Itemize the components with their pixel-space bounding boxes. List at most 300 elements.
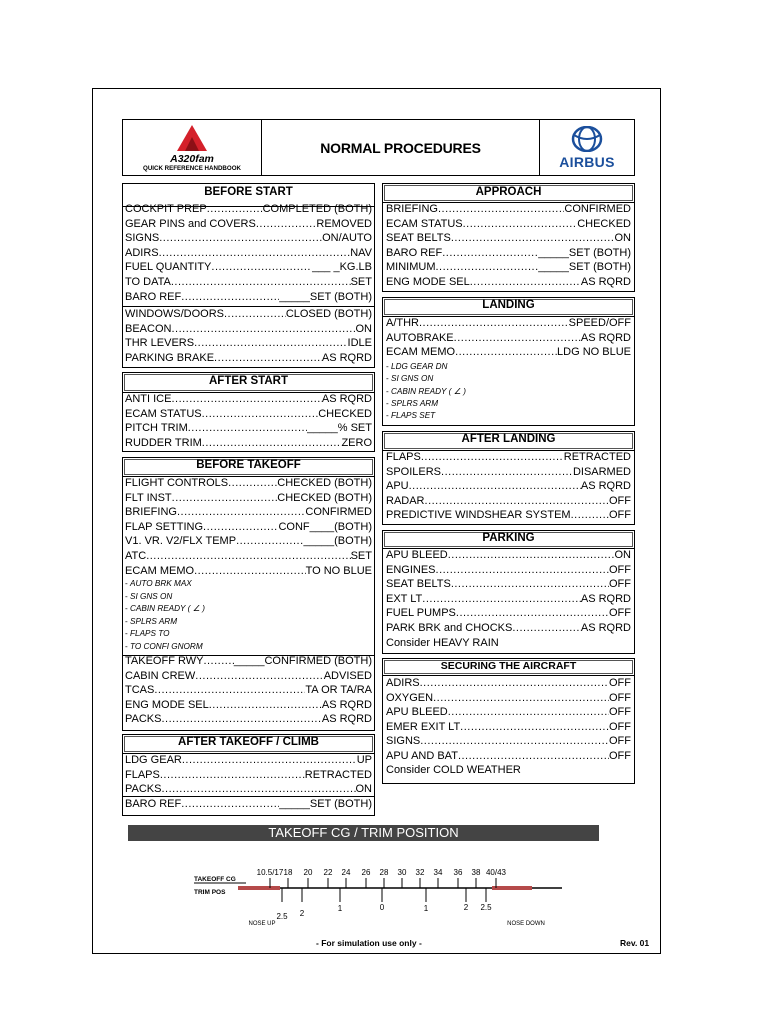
item-label: FLIGHT CONTROLS — [125, 477, 229, 489]
memo-item — [125, 641, 203, 652]
item-label: AUTOBRAKE — [386, 331, 454, 344]
leader-dots — [571, 509, 609, 522]
item-value: _____SET (BOTH) — [538, 246, 631, 259]
item-label: THR LEVERS — [125, 337, 195, 350]
trim-scale — [190, 862, 580, 934]
leader-dots — [512, 622, 581, 635]
item-label: V1. VR. V2/FLX TEMP — [125, 535, 237, 548]
item-value: UP — [356, 754, 372, 766]
memo-item — [125, 628, 169, 639]
item-label: BRIEFING — [125, 506, 177, 519]
memo-bullet: - — [125, 616, 131, 626]
checklist-item — [386, 466, 631, 479]
leader-dots — [203, 521, 278, 534]
checklist-item — [125, 203, 372, 216]
checklist-item — [386, 232, 631, 245]
trim-tick-label: 0 — [379, 903, 385, 912]
before-takeoff-title: BEFORE TAKEOFF — [196, 459, 301, 471]
leader-dots — [177, 506, 305, 519]
approach-title: APPROACH — [475, 186, 542, 198]
item-value: OFF — [609, 750, 631, 762]
leader-dots — [188, 422, 307, 435]
brand-subtitle: QUICK REFERENCE HANDBOOK — [143, 165, 241, 172]
item-label: PACKS — [125, 713, 162, 726]
item-label: TCAS — [125, 684, 155, 697]
item-label: SIGNS — [125, 232, 160, 245]
leader-dots — [455, 346, 557, 359]
item-label: TO DATA — [125, 276, 171, 288]
item-label: EXT LT — [386, 592, 423, 605]
leader-dots — [194, 565, 306, 578]
landing-title: LANDING — [482, 299, 535, 311]
item-value: SPEED/OFF — [568, 317, 631, 329]
airbus-globe-icon — [570, 126, 604, 152]
checklist-item — [386, 451, 631, 464]
item-label: BEACON — [125, 322, 172, 335]
leader-dots — [211, 261, 312, 274]
item-value: ON — [614, 232, 631, 245]
item-label: ENG MODE SEL — [386, 276, 470, 288]
item-label: FLAPS — [125, 768, 160, 781]
item-value: CHECKED (BOTH) — [277, 491, 372, 504]
leader-dots — [409, 480, 581, 493]
checklist-item — [125, 754, 372, 767]
item-label: ATC — [125, 550, 147, 562]
checklist-item — [125, 783, 372, 796]
leader-dots — [171, 393, 321, 406]
item-label: RADAR — [386, 494, 425, 507]
leader-dots — [460, 721, 609, 734]
item-label: ADIRS — [125, 246, 159, 259]
item-value: OFF — [609, 494, 631, 507]
parking-title: PARKING — [482, 532, 535, 544]
item-label: COCKPIT PREP — [125, 203, 207, 215]
leader-dots — [171, 276, 351, 289]
item-label: PARK BRK and CHOCKS — [386, 622, 513, 634]
checklist-item — [386, 706, 631, 719]
leader-dots — [451, 232, 615, 245]
cg-tick-label: 22 — [323, 868, 333, 877]
checklist-item — [125, 291, 372, 304]
memo-text: CABIN READY ( ∠ ) — [391, 386, 466, 396]
item-label: BARO REF — [386, 246, 443, 259]
checklist-item — [386, 692, 631, 705]
memo-bullet: - — [125, 591, 131, 601]
item-label: FLAP SETTING — [125, 520, 204, 533]
item-label: ENGINES — [386, 563, 436, 576]
takeoff-cg-label: TAKEOFF CG — [194, 876, 236, 883]
checklist-item — [125, 655, 372, 668]
checklist-item — [386, 261, 631, 274]
item-value: OFF — [609, 735, 631, 748]
leader-dots — [203, 655, 233, 668]
checklist-item — [386, 276, 631, 289]
memo-bullet: - — [125, 629, 131, 638]
checklist-item — [386, 564, 631, 577]
leader-dots — [454, 332, 581, 345]
leader-dots — [214, 352, 322, 365]
leader-dots — [159, 232, 322, 245]
item-value: CHECKED — [577, 217, 631, 230]
item-value: ON/AUTO — [322, 232, 372, 245]
after-start-title: AFTER START — [208, 375, 288, 387]
leader-dots — [209, 699, 322, 712]
item-label: ENG MODE SEL — [125, 698, 209, 711]
item-label: APU BLEED — [386, 706, 448, 719]
trim-section-title: TAKEOFF CG / TRIM POSITION — [128, 825, 599, 841]
trim-tick-label: 2 — [463, 903, 469, 912]
leader-dots — [181, 798, 279, 811]
leader-dots — [181, 291, 279, 304]
memo-bullet: - — [125, 641, 131, 651]
item-value: LDG NO BLUE — [557, 346, 631, 359]
leader-dots — [182, 754, 357, 767]
checklist-item — [386, 549, 631, 562]
checklist-item — [386, 607, 631, 620]
item-label: APU AND BAT — [386, 750, 458, 762]
leader-dots — [160, 769, 305, 782]
checklist-item — [125, 684, 372, 697]
item-value: SET — [350, 276, 372, 288]
page-title: NORMAL PROCEDURES — [320, 139, 481, 156]
item-value: ON — [355, 783, 372, 796]
item-label: WINDOWS/DOORS — [125, 308, 224, 320]
leader-dots — [438, 203, 564, 216]
item-label: LDG GEAR — [125, 754, 182, 766]
checklist-item — [386, 622, 631, 635]
item-label: GEAR PINS and COVERS — [125, 217, 256, 230]
item-value: AS RQRD — [580, 592, 631, 605]
leader-dots — [425, 495, 609, 508]
memo-item — [125, 578, 192, 589]
item-label: BARO REF — [125, 290, 182, 303]
item-value: OFF — [609, 509, 631, 522]
item-value: AS RQRD — [321, 698, 372, 711]
leader-dots — [172, 492, 278, 505]
leader-dots — [441, 466, 573, 479]
cg-tick-label: 24 — [341, 868, 351, 877]
checklist-item — [125, 261, 372, 274]
checklist-item — [386, 317, 631, 330]
memo-item — [386, 373, 433, 384]
item-value: AS RQRD — [580, 331, 631, 344]
leader-dots — [194, 337, 347, 350]
item-value: AS RQRD — [580, 622, 631, 634]
memo-text: SI GNS ON — [130, 591, 173, 601]
item-label: ECAM STATUS — [386, 217, 463, 230]
cg-tick-label: 20 — [303, 868, 313, 877]
leader-dots — [421, 451, 564, 464]
cg-tick-label: 18 — [283, 868, 293, 877]
item-value: SET — [350, 550, 372, 562]
checklist-item — [125, 521, 372, 534]
leader-dots — [146, 550, 350, 563]
item-label: PACKS — [125, 783, 162, 796]
checklist-item — [125, 408, 372, 421]
nose-down-label: NOSE DOWN — [507, 921, 545, 927]
checklist-item — [386, 735, 631, 748]
leader-dots — [228, 477, 277, 490]
leader-dots — [154, 684, 305, 697]
item-value: OFF — [609, 607, 631, 620]
leader-dots — [161, 783, 355, 796]
checklist-item — [125, 769, 372, 782]
leader-dots — [451, 578, 609, 591]
cg-tick-label: 36 — [453, 868, 463, 877]
page-header — [122, 119, 635, 176]
item-value: CHECKED — [318, 407, 372, 420]
footer-note: - For simulation use only - — [316, 938, 422, 948]
item-value: NAV — [350, 246, 372, 259]
item-value: _____SET (BOTH) — [538, 261, 631, 274]
item-value: ZERO — [341, 436, 372, 449]
checklist-item — [125, 477, 372, 490]
item-value: ADVISED — [323, 669, 372, 682]
after-landing-title: AFTER LANDING — [461, 433, 556, 445]
leader-dots — [448, 706, 609, 719]
trim-tick-label: 2.5 — [276, 912, 288, 921]
item-value: OFF — [609, 691, 631, 704]
cg-tick-label: 26 — [361, 868, 371, 877]
item-label: BRIEFING — [386, 203, 438, 215]
leader-dots — [422, 593, 581, 606]
leader-dots — [458, 750, 609, 763]
item-label: SEAT BELTS — [386, 578, 451, 591]
checklist-item — [386, 247, 631, 260]
item-value: AS RQRD — [321, 351, 372, 364]
cg-tick-label: 40/43 — [485, 868, 507, 877]
checklist-item — [125, 323, 372, 336]
item-label: MINIMUM — [386, 261, 436, 274]
memo-item — [386, 386, 466, 397]
item-label: BARO REF — [125, 798, 182, 810]
memo-text: SPLRS ARM — [130, 616, 178, 626]
leader-dots — [171, 323, 355, 336]
item-label: CABIN CREW — [125, 669, 196, 682]
leader-dots — [436, 564, 609, 577]
item-value: CONFIRMED — [564, 203, 631, 215]
checklist-item — [125, 232, 372, 245]
trim-tick-label: 1 — [423, 904, 429, 913]
checklist-item — [125, 713, 372, 726]
item-value: _____% SET — [307, 422, 372, 435]
trim-pos-label: TRIM POS — [194, 889, 226, 896]
item-value: OFF — [609, 563, 631, 576]
checklist-item — [386, 480, 631, 493]
cg-tick-label: 34 — [433, 868, 443, 877]
checklist-item — [125, 393, 372, 406]
memo-item — [386, 398, 438, 409]
brand-name: A320fam — [170, 153, 214, 165]
item-value: _____SET (BOTH) — [279, 290, 372, 303]
item-value: RETRACTED — [304, 768, 372, 781]
brand-block — [123, 120, 262, 175]
item-value: AS RQRD — [321, 393, 372, 405]
leader-dots — [202, 408, 319, 421]
cg-tick-label: 28 — [379, 868, 389, 877]
checklist-item — [386, 677, 631, 690]
memo-item — [386, 410, 435, 421]
airbus-wordmark: AIRBUS — [559, 153, 615, 170]
leader-dots — [463, 218, 578, 231]
item-value: ___ _KG.LB — [312, 261, 372, 274]
checklist-item — [125, 247, 372, 260]
checklist-item — [386, 218, 631, 231]
item-value: _____SET (BOTH) — [279, 798, 372, 810]
leader-dots — [448, 549, 615, 562]
item-label: OXYGEN — [386, 691, 434, 704]
checklist-item — [125, 492, 372, 505]
item-label: PITCH TRIM — [125, 422, 188, 435]
checklist-item — [125, 218, 372, 231]
checklist-item — [125, 506, 372, 519]
item-value: CLOSED (BOTH) — [285, 308, 372, 320]
leader-dots — [456, 607, 609, 620]
memo-text: FLAPS TO — [130, 629, 170, 638]
checklist-item — [125, 670, 372, 683]
trim-tick-label: 2 — [299, 909, 305, 918]
memo-text: SPLRS ARM — [391, 398, 439, 408]
memo-text: CABIN READY ( ∠ ) — [130, 604, 205, 613]
memo-bullet: - — [386, 374, 392, 384]
nose-up-band — [238, 886, 280, 890]
checklist-item — [125, 550, 372, 563]
revision-label: Rev. 01 — [620, 938, 650, 948]
item-label: PARKING BRAKE — [125, 351, 215, 364]
checklist-item — [125, 422, 372, 435]
item-value: TA OR TA/RA — [305, 684, 372, 697]
checklist-item — [386, 332, 631, 345]
item-label: RUDDER TRIM — [125, 436, 202, 449]
leader-dots — [159, 247, 351, 260]
checklist-item — [125, 337, 372, 350]
memo-item — [125, 591, 172, 602]
item-value: OFF — [609, 677, 631, 689]
checklist-item — [386, 750, 631, 763]
memo-item — [125, 603, 205, 614]
item-value: AS RQRD — [321, 713, 372, 726]
leader-dots — [470, 276, 581, 289]
item-value: CONF____(BOTH) — [278, 520, 372, 533]
leader-dots — [161, 713, 321, 726]
after-takeoff-title: AFTER TAKEOFF / CLIMB — [178, 736, 319, 748]
item-value: COMPLETED (BOTH) — [262, 203, 372, 215]
memo-item — [125, 616, 177, 627]
item-label: SPOILERS — [386, 465, 442, 478]
item-label: ANTI ICE — [125, 393, 172, 405]
item-label: ECAM MEMO — [386, 346, 456, 359]
checklist-item — [125, 535, 372, 548]
cg-tick-label: 32 — [415, 868, 425, 877]
checklist-item — [125, 699, 372, 712]
checklist-item — [386, 203, 631, 216]
item-label: FUEL QUANTITY — [125, 261, 212, 274]
item-value: AS RQRD — [580, 276, 631, 288]
leader-dots — [420, 677, 609, 690]
item-label: A/THR — [386, 317, 419, 329]
item-label: APU — [386, 480, 409, 493]
item-value: RETRACTED — [563, 451, 631, 463]
airbus-block — [539, 120, 634, 175]
leader-dots — [256, 218, 317, 231]
memo-text: FLAPS SET — [391, 411, 436, 421]
item-label: SIGNS — [386, 735, 421, 748]
leader-dots — [236, 535, 303, 548]
checklist-item — [386, 495, 631, 508]
nose-down-band — [492, 886, 532, 890]
item-value: AS RQRD — [580, 480, 631, 493]
memo-text: LDG GEAR DN — [391, 362, 448, 371]
item-label: FUEL PUMPS — [386, 607, 456, 620]
memo-bullet: - — [386, 398, 392, 408]
cg-tick-label: 30 — [397, 868, 407, 877]
leader-dots — [442, 247, 538, 260]
memo-item — [386, 361, 447, 372]
item-label: EMER EXIT LT — [386, 720, 461, 733]
cg-tick-label: 38 — [471, 868, 481, 877]
item-value: OFF — [609, 578, 631, 591]
leader-dots — [433, 692, 609, 705]
checklist-item — [386, 578, 631, 591]
item-value: IDLE — [347, 337, 372, 350]
trim-tick-label: 2.5 — [480, 903, 492, 912]
memo-text: SI GNS ON — [391, 374, 434, 384]
checklist-item — [125, 308, 372, 321]
item-value: _____CONFIRMED (BOTH) — [233, 655, 372, 667]
leader-dots — [224, 308, 286, 321]
item-label: FLT INST — [125, 491, 172, 504]
item-value: _____(BOTH) — [303, 535, 372, 548]
memo-bullet: - — [125, 604, 131, 613]
item-label: APU BLEED — [386, 549, 448, 561]
leader-dots — [195, 670, 323, 683]
checklist-item — [386, 346, 631, 359]
item-value: CHECKED (BOTH) — [277, 477, 372, 489]
leader-dots — [420, 735, 609, 748]
item-value: OFF — [609, 706, 631, 719]
checklist-item — [386, 593, 631, 606]
checklist-item — [386, 509, 631, 522]
item-value: REMOVED — [316, 217, 372, 230]
leader-dots — [207, 203, 263, 216]
item-value: ON — [614, 549, 631, 561]
airline-logo-icon — [175, 123, 209, 153]
item-value: TO NO BLUE — [305, 564, 372, 577]
item-value: DISARMED — [572, 465, 631, 478]
memo-text: TO CONFI GNORM — [130, 641, 203, 651]
memo-bullet: - — [125, 579, 131, 588]
item-value: OFF — [609, 720, 631, 733]
trim-tick-label: 1 — [337, 904, 343, 913]
item-label: PREDICTIVE WINDSHEAR SYSTEM — [386, 509, 571, 522]
item-value: CONFIRMED — [305, 506, 372, 519]
item-label: ECAM MEMO — [125, 564, 195, 577]
item-value: ON — [355, 322, 372, 335]
item-label: ADIRS — [386, 677, 420, 689]
checklist-item — [125, 352, 372, 365]
leader-dots — [436, 261, 539, 274]
leader-dots — [419, 317, 569, 330]
memo-bullet: - — [386, 411, 392, 421]
checklist-item — [125, 276, 372, 289]
checklist-item — [125, 437, 372, 450]
memo-bullet: - — [386, 362, 392, 371]
consider-note: Consider COLD WEATHER — [386, 764, 521, 776]
nose-up-label: NOSE UP — [248, 921, 276, 927]
securing-title: SECURING THE AIRCRAFT — [440, 660, 577, 672]
checklist-item — [386, 721, 631, 734]
checklist-item — [125, 565, 372, 578]
